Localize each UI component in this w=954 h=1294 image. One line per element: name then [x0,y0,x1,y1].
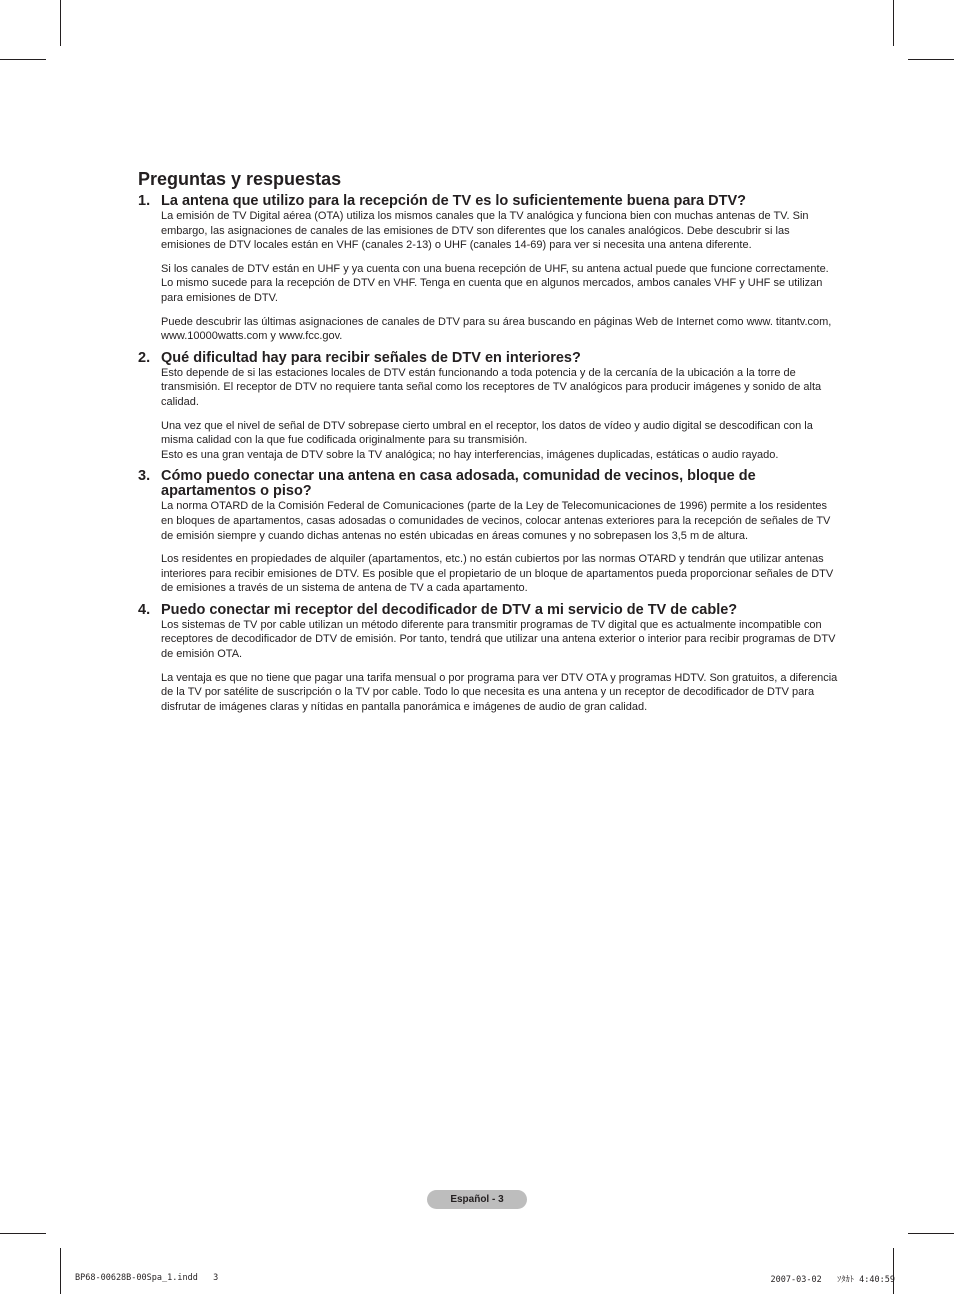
faq-question: Cómo puedo conectar una antena en casa adosada, comunidad de vecinos, bloque de apartamentos o piso? [161,468,756,500]
faq-answer [161,209,842,344]
answer-paragraph: Esto es una gran ventaja de DTV sobre la TV analógica; no hay interferencias, imágenes duplicadas, estáticas o audio rayado. [161,448,779,461]
answer-paragraph: La ventaja es que no tiene que pagar una tarifa mensual o por programa para ver DTV OTA y programas HDTV. Son gratuitos, a diferencia de la TV por satélite de suscripción o la TV por cable. Todo lo que necesita es una antena y un receptor de decodificador de DTV para disfrutar de imágenes claras y nítidas en pantalla panorámica e imágenes de audio de gran calidad. [161,671,838,713]
faq-answer [161,499,842,596]
faq-question: La antena que utilizo para la recepción de TV es lo suficientemente buena para DTV? [161,193,746,209]
answer-paragraph: Una vez que el nivel de señal de DTV sobrepase cierto umbral en el receptor, los datos de vídeo y audio digital se descodifican con la misma calidad con la que fue codificada originalmente para su transmisión. [161,419,813,447]
faq-item-3 [138,469,842,596]
answer-paragraph: La norma OTARD de la Comisión Federal de Comunicaciones (parte de la Ley de Telecomunicaciones de 1996) permite a los residentes en bloques de apartamentos, casas adosadas o comunidades de vecinos, colocar antenas exteriores para la recepción de señales de TV de emisión siempre y cuando dichas antenas no estén ubicadas en áreas comunes y no sobrepasen los 3,5 m de altura. [161,500,831,542]
answer-paragraph: Los residentes en propiedades de alquiler (apartamentos, etc.) no están cubiertos por las normas OTARD y tendrán que utilizar antenas interiores para recibir emisiones de DTV. Es posible que el propietario de un bloque de apartamentos pueda proporcionar señales de DTV de emisiones a través de un sistema de antena de TV a cada apartamento. [161,553,834,595]
faq-number: 2. [138,349,151,366]
faq-question: Puedo conectar mi receptor del decodificador de DTV a mi servicio de TV de cable? [161,601,738,618]
print-slug-timestamp: 2007-03-02 ｿﾀｶﾄ 4:40:59 [770,1275,895,1285]
faq-number: 4. [138,601,151,618]
crop-mark-bottom-left-horizontal [0,1233,46,1234]
crop-mark-top-left-vertical [60,0,61,46]
crop-mark-bottom-left-vertical [60,1248,61,1294]
answer-paragraph: Si los canales de DTV están en UHF y ya cuenta con una buena recepción de UHF, su antena actual puede que funcione correctamente. Lo mismo sucede para la recepción de DTV en VHF. Tenga en cuenta que en algunos mercados, ambos canales VHF y UHF se utilizan para emisiones de DTV. [161,262,829,304]
faq-answer [161,618,842,715]
faq-item-1 [138,194,842,344]
crop-mark-top-right-horizontal [908,59,954,60]
print-slug-filename: BP68-00628B-00Spa_1.indd 3 [75,1273,219,1283]
faq-item-4 [138,603,842,715]
page-title: Preguntas y respuestas [138,169,342,189]
crop-mark-bottom-right-horizontal [908,1233,954,1234]
faq-answer [161,366,842,463]
crop-mark-top-right-vertical [893,0,894,46]
answer-paragraph: La emisión de TV Digital aérea (OTA) utiliza los mismos canales que la TV analógica y funciona bien con muchas antenas de TV. Sin embargo, las asignaciones de canales de las emisiones de DTV son diferentes que los canales analógicos. Debe descubrir si las emisiones de DTV locales están en VHF (canales 2-13) o UHF (canales 14-69) para ver si necesita una antena diferente. [161,210,809,252]
crop-mark-bottom-right-vertical [893,1248,894,1294]
answer-paragraph: Los sistemas de TV por cable utilizan un método diferente para transmitir programas de TV digital que es actualmente incompatible con receptores de decodificador de DTV de emisión. Por tanto, tendrá que utilizar una antena exterior o interior para recibir programas de DTV de emisión OTA. [161,618,836,661]
answer-paragraph: Esto depende de si las estaciones locales de DTV están funcionando a toda potencia y de la cercanía de la ubicación a la torre de transmisión. El receptor de DTV no requiere tanta señal como los receptores de TV analógicos para producir imágenes y sonido de alta calidad. [161,366,822,408]
answer-paragraph: Puede descubrir las últimas asignaciones de canales de DTV para su área buscando en páginas Web de Internet como www. titantv.com, www.10000watts.com y www.fcc.gov. [161,315,832,343]
faq-number: 3. [138,468,151,485]
crop-mark-top-left-horizontal [0,59,46,60]
faq-item-2 [138,351,842,463]
faq-number: 1. [138,193,151,209]
faq-list [138,194,842,714]
page-number-badge: Español - 3 [427,1190,527,1209]
faq-question: Qué dificultad hay para recibir señales de DTV en interiores? [161,349,581,366]
